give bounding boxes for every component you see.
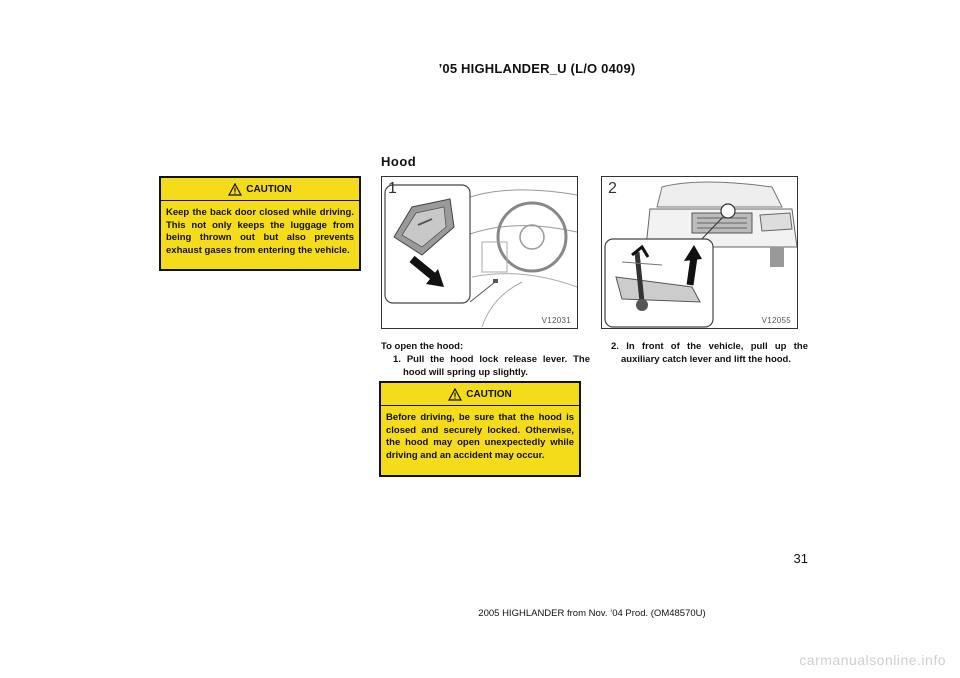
auxiliary-catch-illustration: [602, 177, 798, 329]
caution-header: [161, 178, 359, 201]
caution-text: Keep the back door closed while driving. This not only keeps the luggage from being thrown out but also prevents exhaust gases from entering the vehicle.: [166, 207, 354, 256]
caution-header: [381, 383, 579, 406]
caution-heading: CAUTION: [466, 388, 512, 400]
figure-auxiliary-catch: [601, 176, 798, 329]
caution-text: Before driving, be sure that the hood is closed and securely locked. Otherwise, the hood may open unexpectedly while driving and an accident may occur.: [386, 412, 574, 461]
figure-hood-release-lever: [381, 176, 578, 329]
instructions-intro: To open the hood:: [381, 341, 464, 352]
section-title: Hood: [381, 154, 417, 169]
caution-box-back-door: [159, 176, 361, 271]
manual-footer: 2005 HIGHLANDER from Nov. ’04 Prod. (OM48570U): [478, 608, 706, 619]
page-number: 31: [793, 551, 808, 566]
figure-code: V12031: [541, 316, 571, 325]
caution-heading: CAUTION: [246, 183, 292, 195]
figure-number: 1: [388, 180, 397, 197]
warning-triangle-icon: [448, 388, 462, 401]
hood-release-illustration: [382, 177, 578, 329]
manual-header-title: ’05 HIGHLANDER_U (L/O 0409): [438, 61, 636, 76]
instruction-step-2: 2. In front of the vehicle, pull up the auxiliary catch lever and lift the hood.: [611, 341, 808, 365]
figure-number: 2: [608, 180, 617, 197]
watermark: carmanualsonline.info: [799, 652, 946, 668]
figure-code: V12055: [761, 316, 791, 325]
caution-box-hood-lock: [379, 381, 581, 477]
instruction-step-1: 1. Pull the hood lock release lever. The hood will spring up slightly.: [393, 354, 590, 378]
warning-triangle-icon: [228, 183, 242, 196]
